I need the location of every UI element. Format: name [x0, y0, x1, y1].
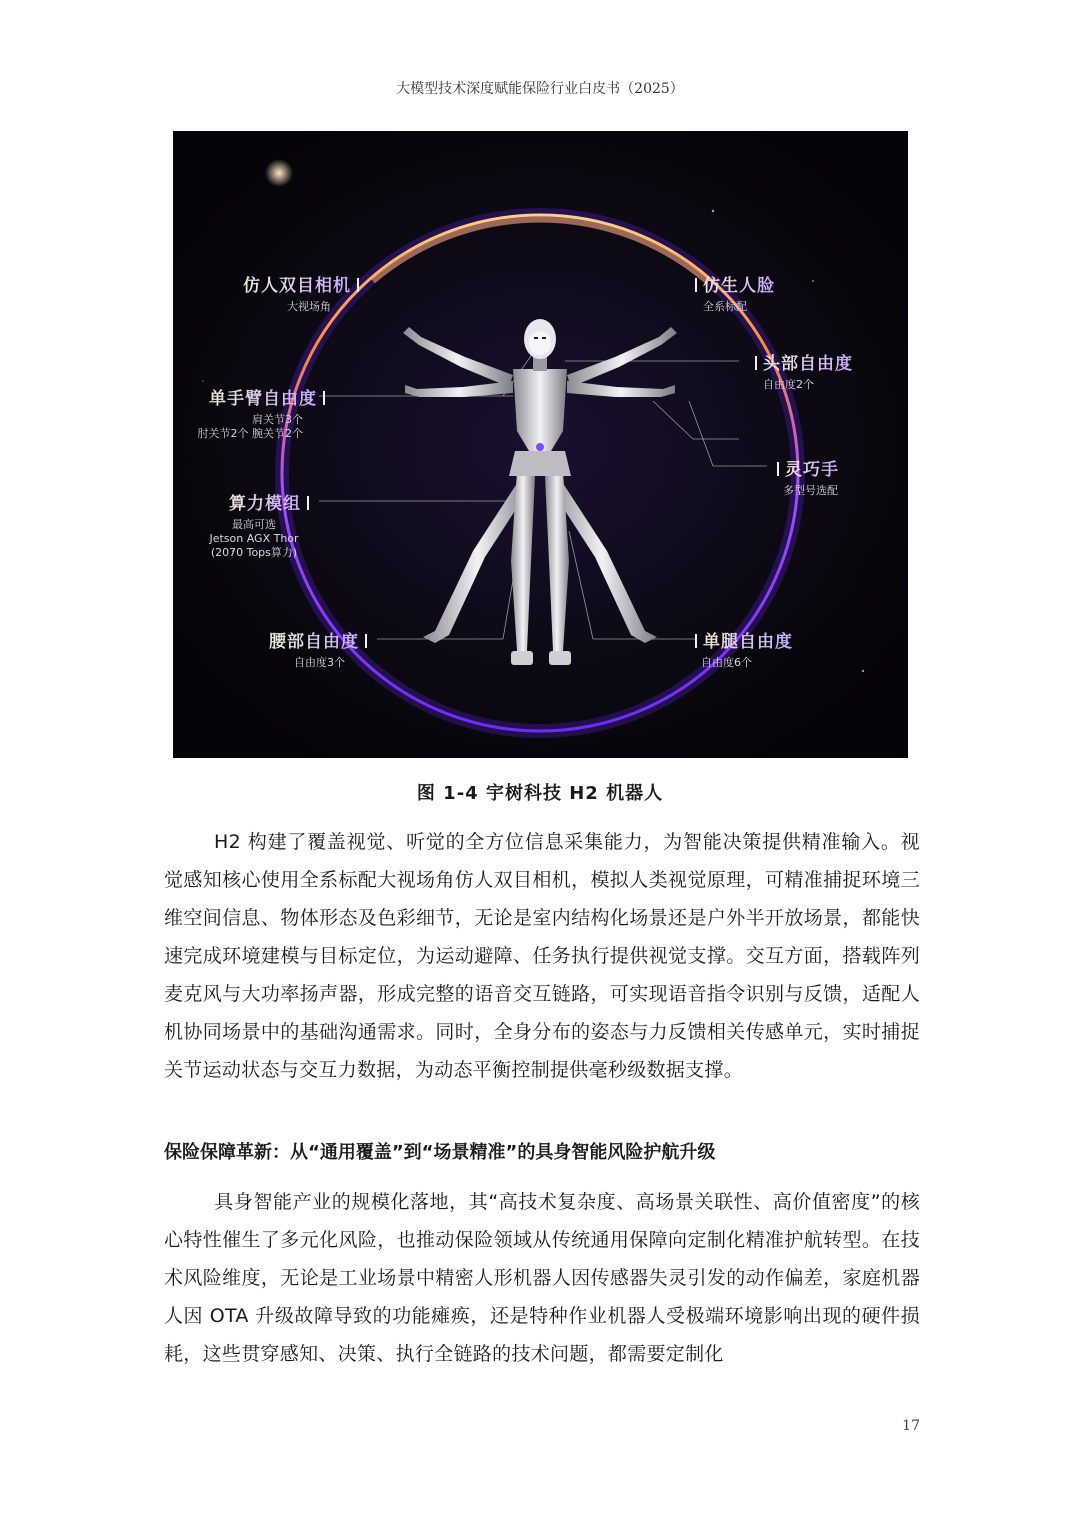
paragraph-2-text: 具身智能产业的规模化落地，其“高技术复杂度、高场景关联性、高价值密度”的核心特性催生了多元化风险，也推动保险领域从传统通用保障向定制化精准护航转型。在技术风险维度，无论是工业场景中精密人形机器人因传感器失灵引发的动作偏差，家庭机器人因 OTA 升级故障导致的功能瘫痪，还是特种作业机器人受极端环境影响出现的硬件损耗，这些贯穿感知、决策、执行全链路的技术问题，都需要定制化	[164, 1191, 920, 1365]
section-heading: 保险保障革新：从“通用覆盖”到“场景精准”的具身智能风险护航升级	[164, 1142, 716, 1163]
callout-face-desc: 全系标配	[703, 300, 747, 313]
callout-waist-desc: 自由度3个	[294, 656, 345, 669]
callout-arm	[187, 384, 331, 441]
callout-waist	[269, 627, 373, 670]
running-header: 大模型技术深度赋能保险行业白皮书（2025）	[396, 81, 684, 97]
callout-compute-desc-2: Jetson AGX Thor	[209, 532, 299, 545]
callout-camera-desc: 大视场角	[287, 300, 331, 313]
callout-arm-title: 单手臂自由度	[209, 389, 317, 409]
callout-compute-desc-1: 最高可选	[232, 518, 276, 531]
paragraph-1	[164, 823, 920, 1089]
callout-hand	[771, 455, 839, 498]
figure-caption: 图 1-4 宇树科技 H2 机器人	[416, 783, 664, 804]
callout-compute-title: 算力模组	[229, 494, 301, 514]
callout-face-title: 仿生人脸	[703, 276, 775, 296]
paragraph-2	[164, 1183, 920, 1373]
callout-leg	[689, 627, 793, 670]
page-number: 17	[902, 1418, 920, 1434]
callout-leg-title: 单腿自由度	[703, 632, 793, 652]
callout-waist-title: 腰部自由度	[269, 632, 359, 652]
callout-hand-desc: 多型号选配	[783, 484, 838, 497]
callout-face	[689, 271, 775, 314]
callout-leg-desc: 自由度6个	[701, 656, 752, 669]
callout-compute	[193, 489, 315, 560]
paragraph-1-text: H2 构建了覆盖视觉、听觉的全方位信息采集能力，为智能决策提供精准输入。视觉感知核心使用全系标配大视场角仿人双目相机，模拟人类视觉原理，可精准捕捉环境三维空间信息、物体形态及色彩细节，无论是室内结构化场景还是户外半开放场景，都能快速完成环境建模与目标定位，为运动避障、任务执行提供视觉支撑。交互方面，搭载阵列麦克风与大功率扬声器，形成完整的语音交互链路，可实现语音指令识别与反馈，适配人机协同场景中的基础沟通需求。同时，全身分布的姿态与力反馈相关传感单元，实时捕捉关节运动状态与交互力数据，为动态平衡控制提供毫秒级数据支撑。	[164, 831, 920, 1081]
callout-camera-title: 仿人双目相机	[243, 276, 351, 296]
callout-arm-desc-1: 肩关节3个	[252, 413, 303, 426]
callout-arm-desc-2: 肘关节2个 腕关节2个	[197, 427, 303, 440]
robot-figure	[173, 131, 908, 758]
callout-compute-desc-3: (2070 Tops算力)	[210, 546, 298, 559]
callout-camera	[243, 271, 365, 314]
callout-head	[749, 349, 853, 392]
callout-head-title: 头部自由度	[763, 354, 853, 374]
star-glow	[265, 159, 293, 187]
callout-hand-title: 灵巧手	[785, 460, 839, 480]
callout-head-desc: 自由度2个	[763, 378, 814, 391]
